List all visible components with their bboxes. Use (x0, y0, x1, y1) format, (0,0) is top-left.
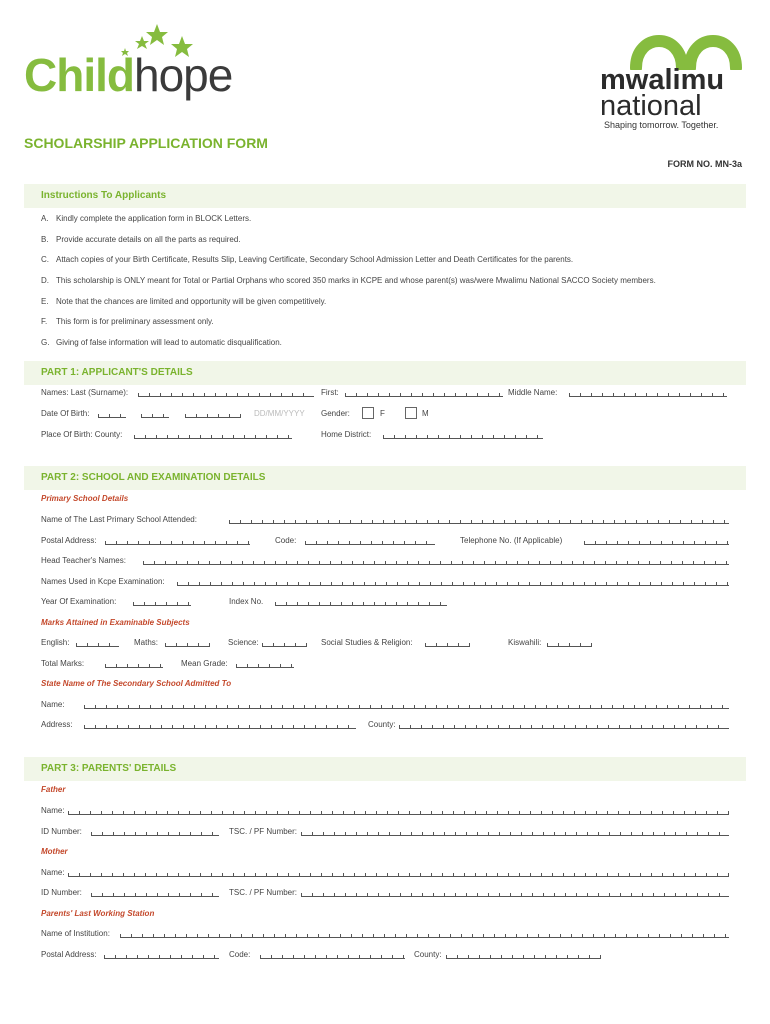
institution-field[interactable] (120, 930, 729, 938)
childhope-logo-text-c: hope (134, 49, 233, 101)
part1-heading: PART 1: APPLICANT'S DETAILS (41, 367, 193, 378)
instruction-letter: A. (41, 214, 49, 223)
code-label: Code: (275, 536, 297, 545)
dob-label: Date Of Birth: (41, 409, 90, 418)
instruction-text: Note that the chances are limited and opportunity will be given competitively. (56, 297, 327, 306)
instructions-band (24, 184, 746, 208)
mother-tsc-field[interactable] (301, 889, 729, 897)
form-number: FORM NO. MN-3a (667, 159, 742, 169)
mwalimu-arch-icon (630, 22, 746, 70)
names-kcpe-field[interactable] (177, 578, 729, 586)
mwalimu-logo-line2: national (600, 90, 702, 122)
surname-field[interactable] (138, 389, 314, 397)
father-id-field[interactable] (91, 828, 219, 836)
marks-heading: Marks Attained in Examinable Subjects (41, 618, 190, 627)
secondary-county-field[interactable] (399, 721, 729, 729)
mother-name-field[interactable] (68, 869, 729, 877)
home-district-label: Home District: (321, 430, 372, 439)
father-name-field[interactable] (68, 807, 729, 815)
mean-grade-label: Mean Grade: (181, 659, 228, 668)
instruction-text: This form is for preliminary assessment only. (56, 317, 214, 326)
place-of-birth-label: Place Of Birth: County: (41, 430, 123, 439)
mwalimu-tagline: Shaping tomorrow. Together. (604, 120, 719, 130)
father-tsc-label: TSC. / PF Number: (229, 827, 298, 836)
last-station-heading: Parents' Last Working Station (41, 909, 155, 918)
instruction-letter: E. (41, 297, 49, 306)
station-county-field[interactable] (446, 951, 601, 959)
maths-label: Maths: (134, 638, 159, 647)
gender-label: Gender: (321, 409, 350, 418)
station-postal-field[interactable] (104, 951, 219, 959)
instruction-text: Kindly complete the application form in BLOCK Letters. (56, 214, 252, 223)
dob-placeholder: DD/MM/YYYY (254, 409, 305, 418)
last-primary-label: Name of The Last Primary School Attended: (41, 515, 197, 524)
mother-heading: Mother (41, 847, 68, 856)
father-name-label: Name: (41, 806, 65, 815)
english-label: English: (41, 638, 70, 647)
part2-heading: PART 2: SCHOOL AND EXAMINATION DETAILS (41, 472, 266, 483)
instructions-heading: Instructions To Applicants (41, 190, 167, 201)
secondary-school-heading: State Name of The Secondary School Admitted To (41, 679, 232, 688)
station-postal-label: Postal Address: (41, 950, 97, 959)
home-district-field[interactable] (383, 431, 543, 439)
mother-tsc-label: TSC. / PF Number: (229, 888, 298, 897)
part1-band (24, 361, 746, 385)
first-name-label: First: (321, 388, 339, 397)
instruction-letter: F. (41, 317, 48, 326)
mother-name-label: Name: (41, 868, 65, 877)
form-title: SCHOLARSHIP APPLICATION FORM (24, 135, 268, 151)
gender-m-checkbox[interactable] (405, 407, 417, 419)
instruction-letter: D. (41, 276, 49, 285)
postal-address-label: Postal Address: (41, 536, 97, 545)
childhope-logo-text-b: ld (95, 49, 134, 101)
mother-id-field[interactable] (91, 889, 219, 897)
total-marks-field[interactable] (105, 660, 163, 668)
father-heading: Father (41, 785, 66, 794)
index-no-field[interactable] (275, 598, 447, 606)
station-code-label: Code: (229, 950, 251, 959)
station-county-label: County: (414, 950, 442, 959)
instruction-letter: B. (41, 235, 49, 244)
gender-m-label: M (422, 409, 429, 418)
childhope-logo (24, 22, 254, 107)
dob-year-field[interactable] (185, 410, 241, 418)
first-name-field[interactable] (345, 389, 503, 397)
dob-day-field[interactable] (98, 410, 126, 418)
english-field[interactable] (76, 639, 119, 647)
social-studies-field[interactable] (425, 639, 470, 647)
childhope-logo-text-a: Chi (24, 49, 96, 101)
secondary-county-label: County: (368, 720, 396, 729)
gender-f-label: F (380, 409, 385, 418)
head-teacher-field[interactable] (143, 557, 729, 565)
place-of-birth-field[interactable] (134, 431, 292, 439)
index-no-label: Index No. (229, 597, 264, 606)
postal-address-field[interactable] (105, 537, 250, 545)
instruction-text: Giving of false information will lead to automatic disqualification. (56, 338, 282, 347)
kiswahili-label: Kiswahili: (508, 638, 542, 647)
primary-school-heading: Primary School Details (41, 494, 129, 503)
maths-field[interactable] (165, 639, 210, 647)
total-marks-label: Total Marks: (41, 659, 85, 668)
part2-band (24, 466, 746, 490)
middle-name-field[interactable] (569, 389, 727, 397)
instruction-text: This scholarship is ONLY meant for Total or Partial Orphans who scored 350 marks in KCPE and whose parent(s) was/were Mwalimu National SACCO Society members. (56, 276, 656, 285)
kiswahili-field[interactable] (547, 639, 592, 647)
mother-id-label: ID Number: (41, 888, 82, 897)
father-id-label: ID Number: (41, 827, 82, 836)
secondary-address-field[interactable] (84, 721, 356, 729)
surname-label: Names: Last (Surname): (41, 388, 129, 397)
secondary-name-label: Name: (41, 700, 65, 709)
names-kcpe-label: Names Used in Kcpe Examination: (41, 577, 165, 586)
part3-heading: PART 3: PARENTS' DETAILS (41, 763, 177, 774)
part3-band (24, 757, 746, 781)
code-field[interactable] (305, 537, 435, 545)
telephone-field[interactable] (584, 537, 729, 545)
middle-name-label: Middle Name: (508, 388, 558, 397)
year-exam-label: Year Of Examination: (41, 597, 117, 606)
secondary-name-field[interactable] (84, 701, 729, 709)
mwalimu-logo-line1: mwalimu (600, 64, 725, 96)
science-label: Science: (228, 638, 259, 647)
instruction-letter: C. (41, 255, 49, 264)
mean-grade-field[interactable] (236, 660, 294, 668)
social-studies-label: Social Studies & Religion: (321, 638, 413, 647)
telephone-label: Telephone No. (If Applicable) (460, 536, 563, 545)
dob-month-field[interactable] (141, 410, 169, 418)
institution-label: Name of Institution: (41, 929, 110, 938)
secondary-address-label: Address: (41, 720, 73, 729)
instruction-letter: G. (41, 338, 50, 347)
science-field[interactable] (262, 639, 307, 647)
head-teacher-label: Head Teacher's Names: (41, 556, 126, 565)
father-tsc-field[interactable] (301, 828, 729, 836)
mwalimu-logo (600, 22, 750, 132)
gender-f-checkbox[interactable] (362, 407, 374, 419)
instruction-text: Provide accurate details on all the parts as required. (56, 235, 241, 244)
instruction-text: Attach copies of your Birth Certificate, Results Slip, Leaving Certificate, Secondary School Admission Letter and Death Certificates for the parents. (56, 255, 574, 264)
last-primary-field[interactable] (229, 516, 729, 524)
station-code-field[interactable] (260, 951, 405, 959)
year-exam-field[interactable] (133, 598, 191, 606)
